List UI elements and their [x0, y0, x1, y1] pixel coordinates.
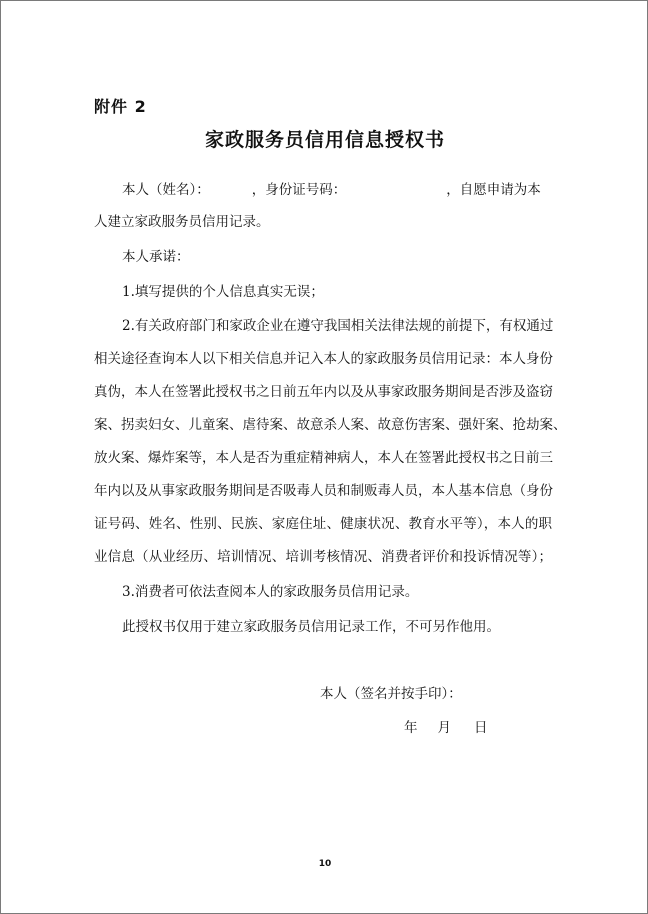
page-number: 10	[318, 859, 332, 869]
commitment-item-2-line-2: 相关途径查询本人以下相关信息并记入本人的家政服务员信用记录：本人身份	[94, 351, 553, 367]
date-day: 日	[474, 720, 488, 736]
commitment-label: 本人承诺：	[122, 249, 190, 265]
date-line	[404, 718, 488, 738]
commitment-item-2-line-3: 真伪，本人在签署此授权书之日前五年内以及从事家政服务期间是否涉及盗窃	[94, 384, 553, 400]
signature-label: 本人（签名并按手印）：	[320, 686, 462, 702]
commitment-item-2-line-4: 案、拐卖妇女、儿童案、虐待案、故意杀人案、故意伤害案、强奸案、抢劫案、	[94, 417, 567, 433]
commitment-item-2-line-1: 2.有关政府部门和家政企业在遵守我国相关法律法规的前提下，有权通过	[122, 318, 554, 334]
apply-text: ，自愿申请为本	[446, 182, 541, 198]
document-title: 家政服务员信用信息授权书	[204, 129, 445, 151]
commitment-item-2-line-8: 业信息（从业经历、培训情况、培训考核情况、消费者评价和投诉情况等）；	[94, 549, 552, 565]
intro-line-1	[122, 180, 541, 200]
date-month: 月	[437, 720, 451, 736]
commitment-item-2-line-5: 放火案、爆炸案等，本人是否为重症精神病人，本人在签署此授权书之日前三	[94, 450, 553, 466]
annex-label: 附件 2	[94, 97, 147, 116]
name-label: 本人（姓名）：	[122, 182, 210, 198]
commitment-item-1: 1.填写提供的个人信息真实无误；	[122, 284, 324, 300]
closing-statement: 此授权书仅用于建立家政服务员信用记录工作，不可另作他用。	[122, 619, 500, 635]
date-year: 年	[404, 720, 418, 736]
commitment-item-2-line-6: 年内以及从事家政服务期间是否吸毒人员和制贩毒人员，本人基本信息（身份	[94, 483, 553, 499]
intro-line-2: 人建立家政服务员信用记录。	[94, 214, 270, 230]
commitment-item-3: 3.消费者可依法查阅本人的家政服务员信用记录。	[122, 584, 419, 600]
commitment-item-2-line-7: 证号码、姓名、性别、民族、家庭住址、健康状况、教育水平等），本人的职	[94, 516, 552, 532]
id-label: ，身份证号码：	[251, 182, 347, 198]
